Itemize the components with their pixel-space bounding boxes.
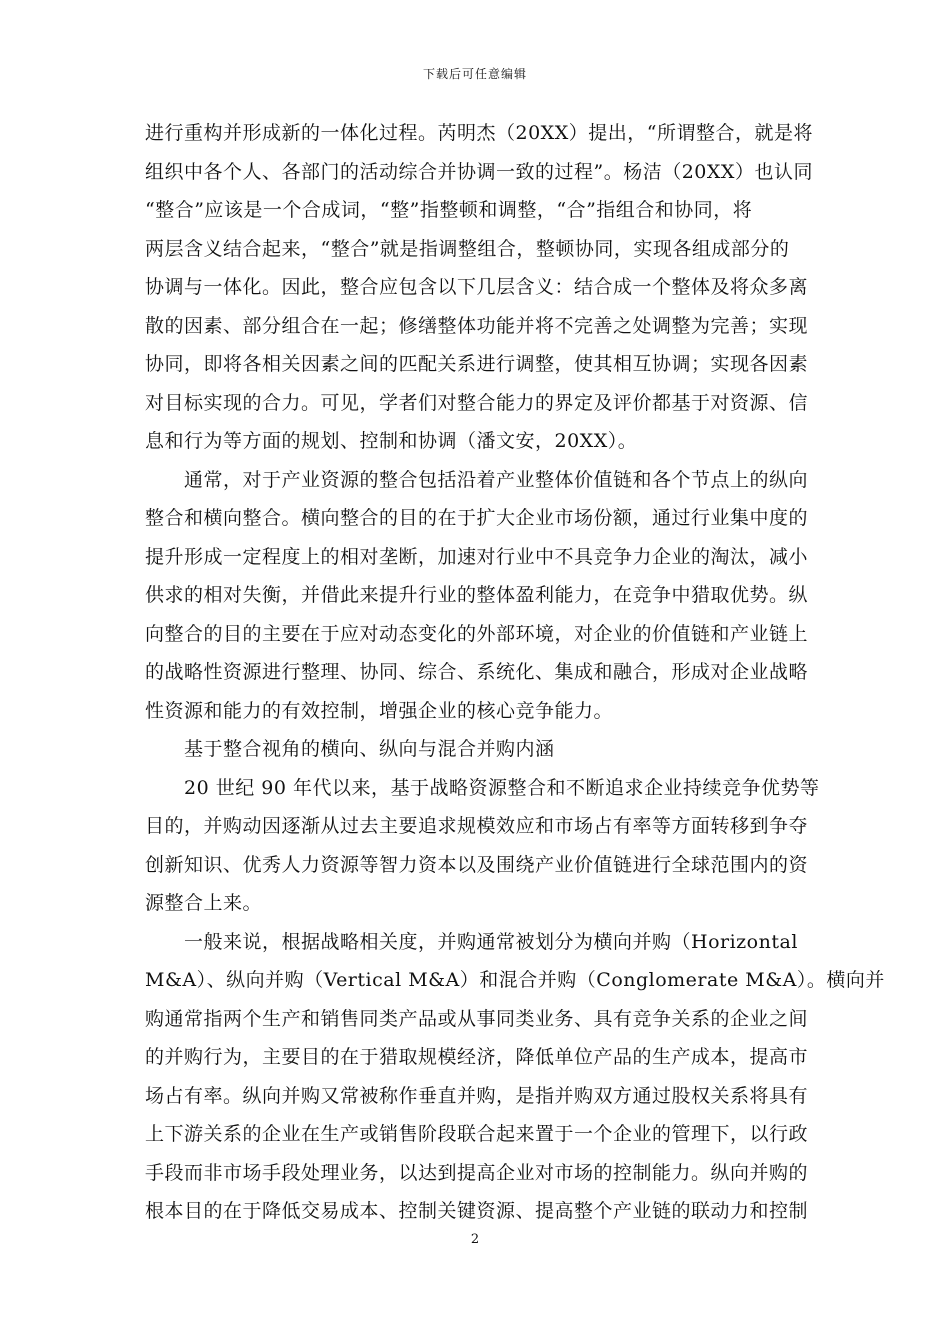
page-header: 下载后可任意编辑 bbox=[422, 67, 527, 81]
text-line: 协调与一体化。因此，整合应包含以下几层含义：结合成一个整体及将众多离 bbox=[145, 276, 809, 298]
text-line: M&A）、纵向并购（Vertical M&A）和混合并购（Conglomerate M&A）。横向并 bbox=[145, 969, 885, 991]
text-line: 源整合上来。 bbox=[145, 892, 263, 914]
text-line: 场占有率。纵向并购又常被称作垂直并购，是指并购双方通过股权关系将具有 bbox=[145, 1084, 809, 1107]
text-line: 购通常指两个生产和销售同类产品或从事同类业务、具有竞争关系的企业之间 bbox=[145, 1007, 809, 1030]
document-body bbox=[145, 114, 885, 1231]
text-line: 一般来说，根据战略相关度，并购通常被划分为横向并购（Horizontal bbox=[145, 930, 798, 953]
text-line: 协同，即将各相关因素之间的匹配关系进行调整，使其相互协调；实现各因素 bbox=[145, 353, 809, 375]
text-line: 基于整合视角的横向、纵向与混合并购内涵 bbox=[145, 738, 555, 760]
text-line: 手段而非市场手段处理业务，以达到提高企业对市场的控制能力。纵向并购的 bbox=[145, 1161, 809, 1184]
text-line: 根本目的在于降低交易成本、控制关键资源、提高整个产业链的联动力和控制 bbox=[145, 1200, 809, 1222]
page-number: 2 bbox=[470, 1232, 480, 1247]
text-line: 息和行为等方面的规划、控制和协调（潘文安，20XX）。 bbox=[145, 430, 638, 452]
text-line: “整合”应该是一个合成词，“整”指整顿和调整，“合”指组合和协同，将 bbox=[145, 199, 753, 221]
text-line: 创新知识、优秀人力资源等智力资本以及围绕产业价值链进行全球范围内的资 bbox=[145, 853, 809, 876]
text-line: 组织中各个人、各部门的活动综合并协调一致的过程”。杨洁（20XX）也认同 bbox=[145, 160, 813, 183]
text-line: 目的，并购动因逐渐从过去主要追求规模效应和市场占有率等方面转移到争夺 bbox=[145, 815, 809, 837]
text-line: 提升形成一定程度上的相对垄断，加速对行业中不具竞争力企业的淘汰，减小 bbox=[145, 545, 809, 568]
text-line: 进行重构并形成新的一体化过程。芮明杰（20XX）提出，“所谓整合，就是将 bbox=[145, 122, 813, 144]
text-line: 两层含义结合起来，“整合”就是指调整组合，整顿协同，实现各组成部分的 bbox=[145, 237, 790, 260]
text-line: 散的因素、部分组合在一起；修缮整体功能并将不完善之处调整为完善；实现 bbox=[145, 314, 809, 337]
text-line: 对目标实现的合力。可见，学者们对整合能力的界定及评价都基于对资源、信 bbox=[145, 391, 809, 414]
text-line: 通常，对于产业资源的整合包括沿着产业整体价值链和各个节点上的纵向 bbox=[145, 468, 809, 491]
text-line: 供求的相对失衡，并借此来提升行业的整体盈利能力，在竞争中猎取优势。纵 bbox=[145, 584, 809, 606]
text-line: 性资源和能力的有效控制，增强企业的核心竞争能力。 bbox=[145, 699, 614, 722]
text-line: 20 世纪 90 年代以来，基于战略资源整合和不断追求企业持续竞争优势等 bbox=[145, 776, 820, 799]
text-line: 整合和横向整合。横向整合的目的在于扩大企业市场份额，通过行业集中度的 bbox=[145, 507, 809, 529]
text-line: 向整合的目的主要在于应对动态变化的外部环境，对企业的价值链和产业链上 bbox=[145, 622, 809, 645]
text-line: 的并购行为，主要目的在于猎取规模经济，降低单位产品的生产成本，提高市 bbox=[145, 1046, 809, 1068]
text-line: 上下游关系的企业在生产或销售阶段联合起来置于一个企业的管理下，以行政 bbox=[145, 1123, 809, 1145]
text-line: 的战略性资源进行整理、协同、综合、系统化、集成和融合，形成对企业战略 bbox=[145, 661, 809, 683]
